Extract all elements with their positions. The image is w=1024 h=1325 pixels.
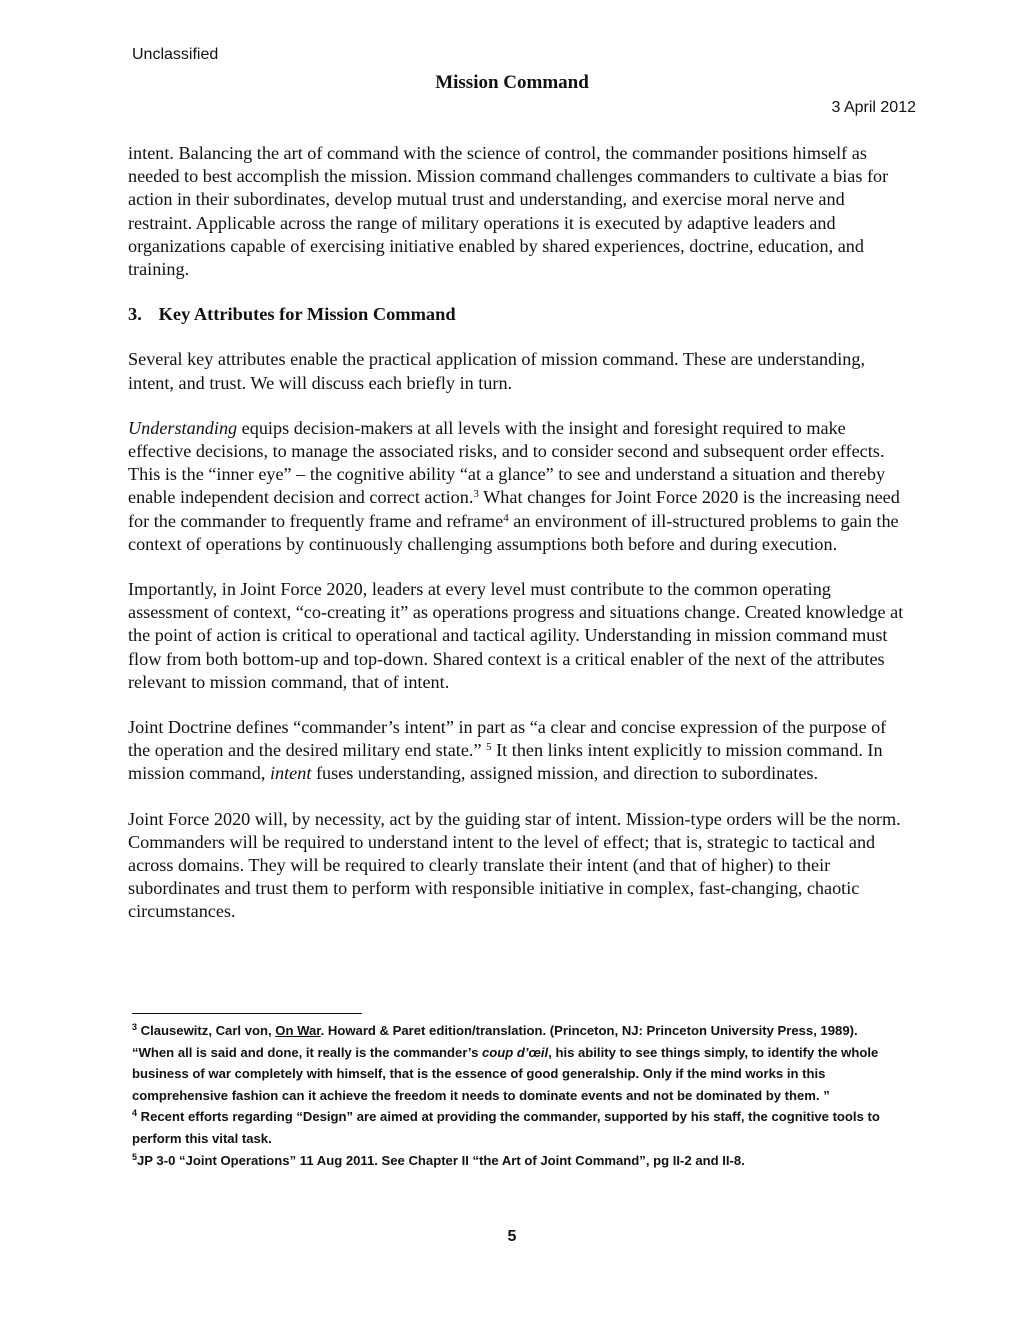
footnote-number: 4 — [132, 1108, 138, 1119]
footnote-divider — [132, 1013, 362, 1014]
paragraph-understanding — [128, 417, 911, 556]
paragraph-text: equips decision-makers at all levels with the insight and foresight required to make effective decisions, to manage the associated risks, and to consider second and subsequent order effects. This is the “inner eye” – the cognitive ability “at a glance” to see and understand a situation and thereby enable independent decision and correct action. — [128, 417, 886, 508]
paragraph-text: What changes for Joint Force 2020 is the increasing need for the commander to frequently frame and reframe — [128, 487, 900, 531]
paragraph-text: an environment of ill-structured problems to gain the context of operations by continuously challenging assumptions both before and during execution. — [128, 510, 899, 554]
paragraph-context: Importantly, in Joint Force 2020, leaders at every level must contribute to the common operating assessment of context, “co-creating it” as operations progress and situations change. Created knowledge at the point of action is critical to operational and tactical agility. Understanding in mission command must flow from both bottom-up and top-down. Shared context is a critical enabler of the next of the attributes relevant to mission command, that of intent. — [128, 579, 904, 692]
paragraph-intent-continuation: intent. Balancing the art of command with the science of control, the commander positions himself as needed to best accomplish the mission. Mission command challenges commanders to cultivate a bias for action in their subordinates, develop mutual trust and understanding, and exercise moral nerve and restraint. Applicable across the range of military operations it is executed by adaptive leaders and organizations capable of exercising initiative enabled by shared experiences, doctrine, education, and training. — [128, 143, 889, 280]
paragraph-text: It then links intent explicitly to mission command. In mission command, — [128, 740, 883, 784]
paragraph-attributes-intro: Several key attributes enable the practical application of mission command. These are understanding, intent, and trust. We will discuss each briefly in turn. — [128, 349, 866, 393]
footnote-text: , his ability to see things simply, to identify the whole business of war completely with himself, that is the essence of good generalship. Only if the mind works in this comprehensive fashion can it achieve the freedom it needs to dominate events and not be dominated by them. ” — [132, 1044, 879, 1103]
term-understanding: Understanding — [128, 417, 238, 438]
footnote-4 — [132, 1106, 892, 1149]
footnote-text: JP 3-0 “Joint Operations” 11 Aug 2011. See Chapter II “the Art of Joint Command”, pg II-2 and II-8. — [137, 1152, 745, 1168]
page-number: 5 — [507, 1228, 517, 1245]
footnote-number: 5 — [132, 1151, 138, 1162]
classification-marking: Unclassified — [132, 46, 219, 63]
term-intent: intent — [269, 763, 312, 784]
footnote-ref-5: 5 — [486, 741, 492, 754]
footnote-ref-4: 4 — [503, 511, 509, 524]
footnotes — [132, 1020, 892, 1171]
footnote-ref-3: 3 — [473, 488, 479, 501]
footnote-5 — [132, 1150, 892, 1172]
footnote-number: 3 — [132, 1022, 138, 1032]
paragraph-text: Joint Doctrine defines “commander’s intent” in part as “a clear and concise expression of the purpose of the operation and the desired military end state.” — [128, 717, 887, 761]
section-number: 3. — [128, 304, 142, 325]
section-title: Key Attributes for Mission Command — [158, 304, 456, 325]
footnote-text: Recent efforts regarding “Design” are aimed at providing the commander, supported by his staff, the cognitive tools to perform this vital task. — [132, 1109, 880, 1146]
document-date: 3 April 2012 — [831, 99, 916, 116]
footnote-text: Clausewitz, Carl von, — [140, 1023, 276, 1038]
body-text — [128, 142, 911, 946]
paragraph-guiding-star: Joint Force 2020 will, by necessity, act by the guiding star of intent. Mission-type orders will be the norm. Commanders will be required to understand intent to the level of effect; that is, strategic to tactical and across domains. They will be required to clearly translate their intent (and that of higher) to their subordinates and trust them to perform with responsible initiative in complex, fast-changing, chaotic circumstances. — [128, 808, 901, 922]
paragraph-text: fuses understanding, assigned mission, and direction to subordinates. — [311, 763, 819, 784]
footnote-term: coup d’œil — [482, 1044, 549, 1060]
paragraph-commanders-intent — [128, 716, 911, 786]
footnote-work-title: On War — [275, 1023, 321, 1038]
section-heading — [128, 303, 911, 326]
document-title: Mission Command — [435, 72, 589, 93]
footnote-3 — [132, 1020, 892, 1106]
footnote-text: . Howard & Paret edition/translation. (Princeton, NJ: Princeton University Press, 1989). “When all is said and done, it really is the commander’s — [132, 1023, 858, 1060]
